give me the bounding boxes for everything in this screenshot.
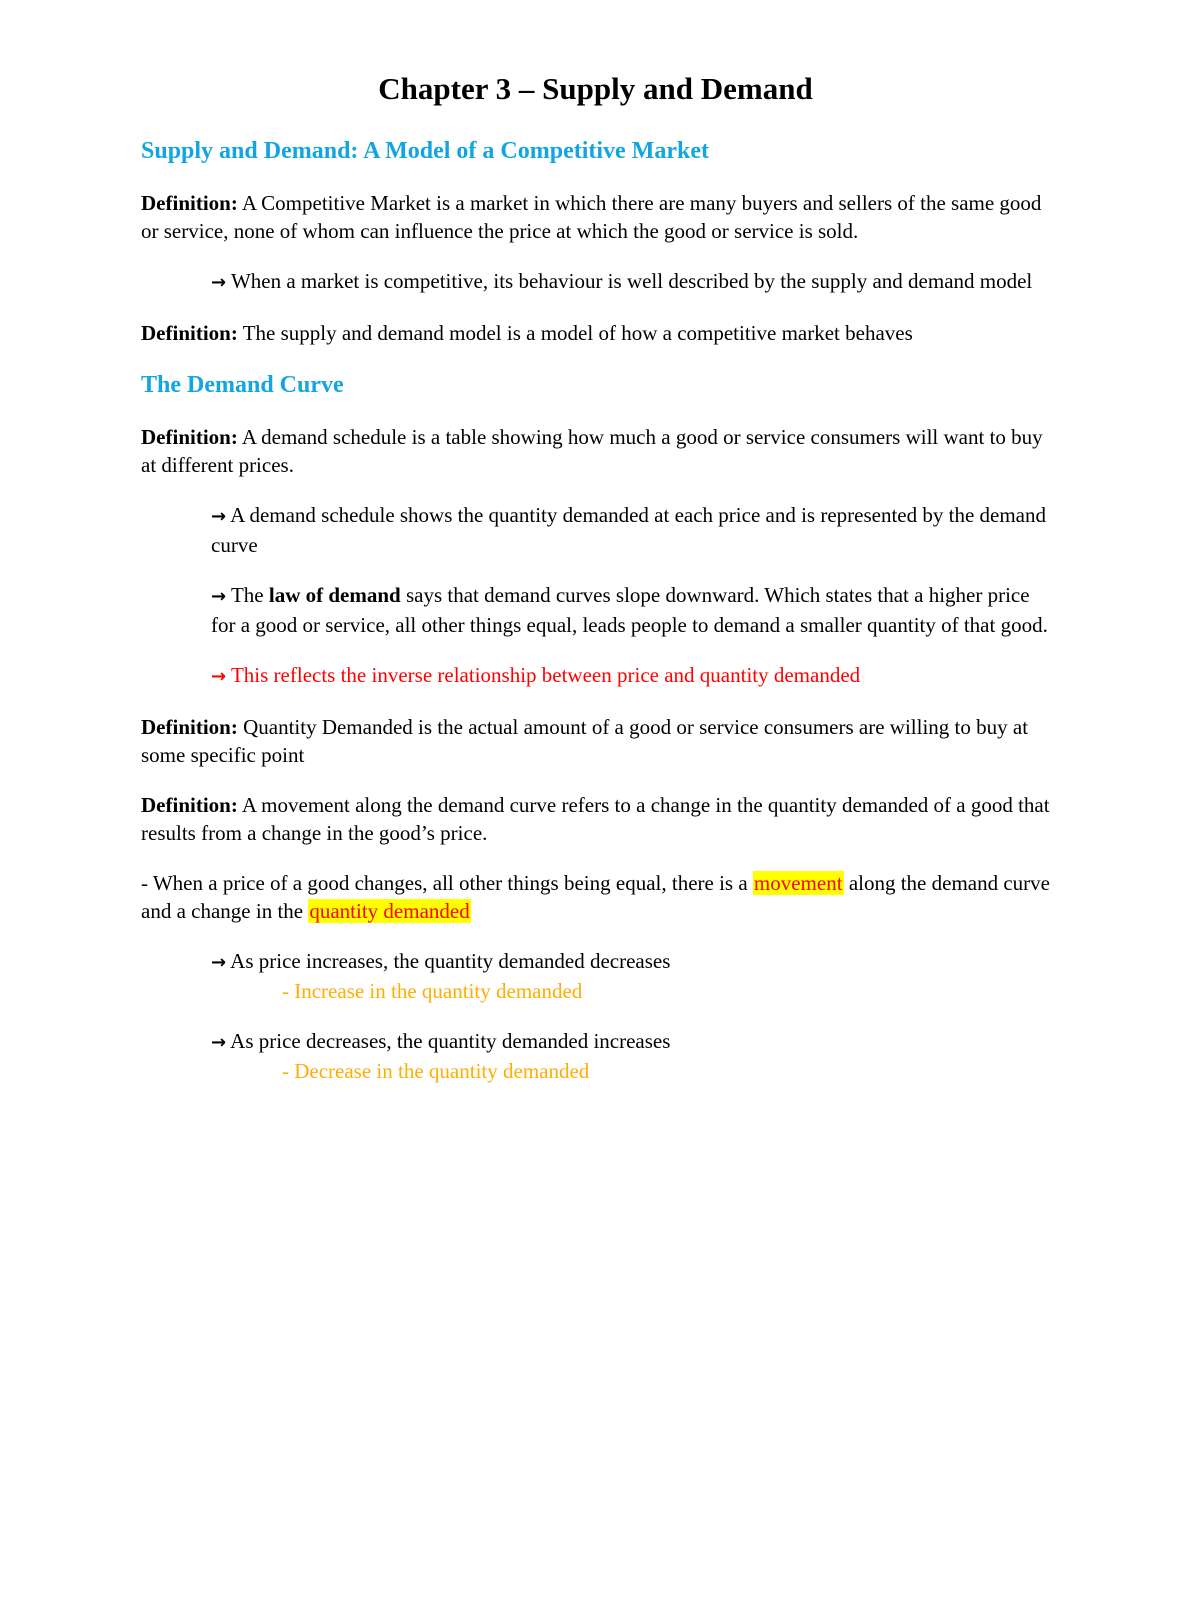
definition-quantity-demanded [141, 713, 1050, 769]
note-price-change [141, 869, 1050, 925]
arrow-icon: → [211, 666, 227, 687]
definition-label: Definition: [141, 425, 238, 449]
note-text-pre: - When a price of a good changes, all other things being equal, there is a [141, 871, 753, 895]
definition-movement-along-curve [141, 791, 1050, 847]
definition-label: Definition: [141, 191, 238, 215]
section-heading-supply-demand: Supply and Demand: A Model of a Competitive Market [141, 138, 710, 164]
bullet-text: This reflects the inverse relationship between price and quantity demanded [226, 663, 861, 687]
sub-note-decrease: - Decrease in the quantity demanded [282, 1059, 590, 1083]
definition-text: Quantity Demanded is the actual amount of a good or service consumers are willing to buy at some specific point [141, 715, 1029, 767]
bullet-text: A demand schedule shows the quantity demanded at each price and is represented by the demand curve [211, 503, 1046, 557]
bullet-text: As price decreases, the quantity demanded increases [226, 1029, 671, 1053]
highlight-quantity-demanded: quantity demanded [309, 899, 470, 923]
definition-demand-schedule [141, 423, 1050, 479]
definition-competitive-market [141, 189, 1050, 245]
arrow-icon: → [211, 272, 227, 293]
bullet-law-of-demand [141, 581, 1050, 639]
arrow-icon: → [211, 952, 227, 973]
bullet-text-post: says that demand curves slope downward. Which states that a higher price for a good or service, all other things equal, leads people to demand a smaller quantity of that good. [211, 583, 1048, 637]
bullet-text: When a market is competitive, its behaviour is well described by the supply and demand model [226, 269, 1033, 293]
definition-text: A movement along the demand curve refers to a change in the quantity demanded of a good that results from a change in the good’s price. [141, 793, 1050, 845]
definition-label: Definition: [141, 321, 238, 345]
highlight-movement: movement [753, 871, 843, 895]
bullet-price-decreases [141, 1027, 1050, 1085]
law-of-demand-term: law of demand [268, 583, 401, 607]
definition-text: The supply and demand model is a model of how a competitive market behaves [237, 321, 913, 345]
arrow-icon: → [211, 586, 227, 607]
definition-text: A Competitive Market is a market in which there are many buyers and sellers of the same good or service, none of whom can influence the price at which the good or service is sold. [141, 191, 1042, 243]
definition-supply-demand-model [141, 319, 1050, 347]
definition-label: Definition: [141, 793, 238, 817]
sub-note-increase: - Increase in the quantity demanded [282, 979, 583, 1003]
arrow-icon: → [211, 506, 227, 527]
section-heading-demand-curve: The Demand Curve [141, 372, 344, 398]
definition-text: A demand schedule is a table showing how much a good or service consumers will want to buy at different prices. [141, 425, 1043, 477]
definition-label: Definition: [141, 715, 238, 739]
note-text-mid: along the demand curve and a change in the [141, 871, 1050, 923]
document-page [0, 70, 1200, 1623]
bullet-demand-schedule [141, 501, 1050, 559]
bullet-text: As price increases, the quantity demanded decreases [226, 949, 671, 973]
bullet-inverse-relationship [141, 661, 1050, 691]
page-title: Chapter 3 – Supply and Demand [378, 71, 813, 106]
bullet-competitive-market [141, 267, 1050, 297]
arrow-icon: → [211, 1032, 227, 1053]
bullet-text-pre: The [226, 583, 269, 607]
bullet-price-increases [141, 947, 1050, 1005]
